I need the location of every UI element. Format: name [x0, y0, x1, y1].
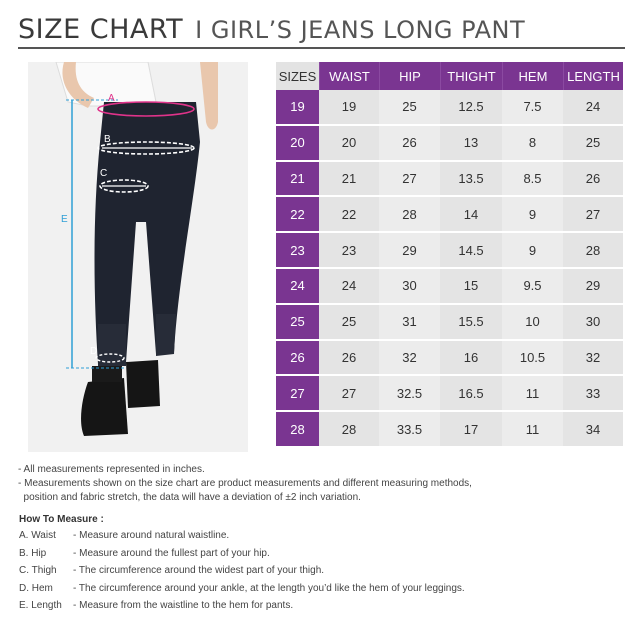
size-cell: 23	[276, 233, 319, 269]
header-hip: HIP	[379, 62, 440, 90]
table-row	[276, 90, 623, 126]
hem-cell: 9.5	[502, 269, 563, 305]
thight-cell: 14	[440, 197, 502, 233]
table-row	[276, 341, 623, 377]
list-item	[19, 562, 465, 580]
hip-cell: 27	[379, 162, 440, 198]
list-item	[19, 597, 465, 615]
length-cell: 34	[563, 412, 623, 448]
hip-cell: 31	[379, 305, 440, 341]
note-line: - All measurements represented in inches.	[18, 464, 205, 475]
waist-cell: 26	[319, 341, 379, 377]
title-main: SIZE CHART	[18, 14, 184, 45]
list-item	[19, 580, 465, 598]
measure-description: - The circumference around your ankle, at the length you’d like the hem of your leggings.	[73, 582, 465, 594]
title-divider	[18, 47, 625, 49]
label-c: C	[100, 168, 108, 179]
page-title	[18, 14, 525, 45]
table-row	[276, 197, 623, 233]
table-row	[276, 412, 623, 448]
size-cell: 28	[276, 412, 319, 448]
length-cell: 30	[563, 305, 623, 341]
thight-cell: 13.5	[440, 162, 502, 198]
measurement-diagram	[28, 62, 248, 452]
thight-cell: 15	[440, 269, 502, 305]
table-row	[276, 269, 623, 305]
note-line: position and fabric stretch, the data will have a deviation of ±2 inch variation.	[18, 492, 361, 503]
table-row	[276, 233, 623, 269]
label-b: B	[104, 134, 111, 145]
how-to-measure-title: How To Measure :	[19, 514, 104, 525]
thight-cell: 14.5	[440, 233, 502, 269]
waist-cell: 23	[319, 233, 379, 269]
label-e: E	[61, 214, 68, 225]
hem-cell: 10	[502, 305, 563, 341]
model-photo	[28, 62, 248, 452]
hip-cell: 26	[379, 126, 440, 162]
note-line: - Measurements shown on the size chart are product measurements and different measuring methods,	[18, 478, 472, 489]
hem-cell: 10.5	[502, 341, 563, 377]
hip-cell: 25	[379, 90, 440, 126]
thight-cell: 13	[440, 126, 502, 162]
size-cell: 22	[276, 197, 319, 233]
hip-cell: 28	[379, 197, 440, 233]
hem-cell: 8	[502, 126, 563, 162]
waist-cell: 28	[319, 412, 379, 448]
table-row	[276, 162, 623, 198]
title-sub: I GIRL’S JEANS LONG PANT	[195, 16, 526, 44]
thight-cell: 12.5	[440, 90, 502, 126]
measure-description: - Measure around natural waistline.	[73, 530, 230, 542]
length-cell: 24	[563, 90, 623, 126]
how-to-measure-list	[19, 527, 465, 615]
measure-description: - The circumference around the widest part of your thigh.	[73, 565, 325, 577]
waist-cell: 24	[319, 269, 379, 305]
length-cell: 27	[563, 197, 623, 233]
waist-cell: 20	[319, 126, 379, 162]
length-cell: 32	[563, 341, 623, 377]
header-waist: WAIST	[319, 62, 379, 90]
waist-cell: 22	[319, 197, 379, 233]
size-cell: 24	[276, 269, 319, 305]
header-sizes: SIZES	[276, 62, 319, 90]
hem-cell: 9	[502, 233, 563, 269]
thight-cell: 16	[440, 341, 502, 377]
measure-label: A. Waist	[19, 530, 56, 542]
waist-cell: 27	[319, 376, 379, 412]
list-item	[19, 545, 465, 563]
size-cell: 19	[276, 90, 319, 126]
thight-cell: 16.5	[440, 376, 502, 412]
measure-description: - Measure around the fullest part of your hip.	[73, 547, 270, 559]
hem-cell: 7.5	[502, 90, 563, 126]
hem-cell: 11	[502, 376, 563, 412]
length-cell: 26	[563, 162, 623, 198]
measure-label: B. Hip	[19, 547, 47, 559]
thight-cell: 17	[440, 412, 502, 448]
list-item	[19, 527, 465, 545]
header-hem: HEM	[502, 62, 563, 90]
length-cell: 33	[563, 376, 623, 412]
measure-label: E. Length	[19, 600, 62, 612]
hem-cell: 8.5	[502, 162, 563, 198]
hem-cell: 11	[502, 412, 563, 448]
measure-label: C. Thigh	[19, 565, 57, 577]
hip-cell: 29	[379, 233, 440, 269]
table-row	[276, 126, 623, 162]
table-row	[276, 376, 623, 412]
length-cell: 25	[563, 126, 623, 162]
measure-description: - Measure from the waistline to the hem for pants.	[73, 600, 294, 612]
waist-cell: 21	[319, 162, 379, 198]
hip-cell: 32	[379, 341, 440, 377]
thight-cell: 15.5	[440, 305, 502, 341]
size-cell: 21	[276, 162, 319, 198]
label-a: A	[108, 93, 115, 104]
waist-cell: 25	[319, 305, 379, 341]
hem-cell: 9	[502, 197, 563, 233]
label-d: D	[90, 346, 98, 357]
hip-cell: 33.5	[379, 412, 440, 448]
waist-cell: 19	[319, 90, 379, 126]
hip-cell: 32.5	[379, 376, 440, 412]
size-cell: 20	[276, 126, 319, 162]
length-cell: 29	[563, 269, 623, 305]
length-cell: 28	[563, 233, 623, 269]
measure-label: D. Hem	[19, 582, 53, 594]
measurement-notes	[18, 463, 472, 505]
size-cell: 27	[276, 376, 319, 412]
size-cell: 25	[276, 305, 319, 341]
table-header-row	[276, 62, 623, 90]
header-thight: THIGHT	[440, 62, 502, 90]
table-row	[276, 305, 623, 341]
size-table	[276, 62, 623, 448]
size-cell: 26	[276, 341, 319, 377]
hip-cell: 30	[379, 269, 440, 305]
header-length: LENGTH	[563, 62, 623, 90]
